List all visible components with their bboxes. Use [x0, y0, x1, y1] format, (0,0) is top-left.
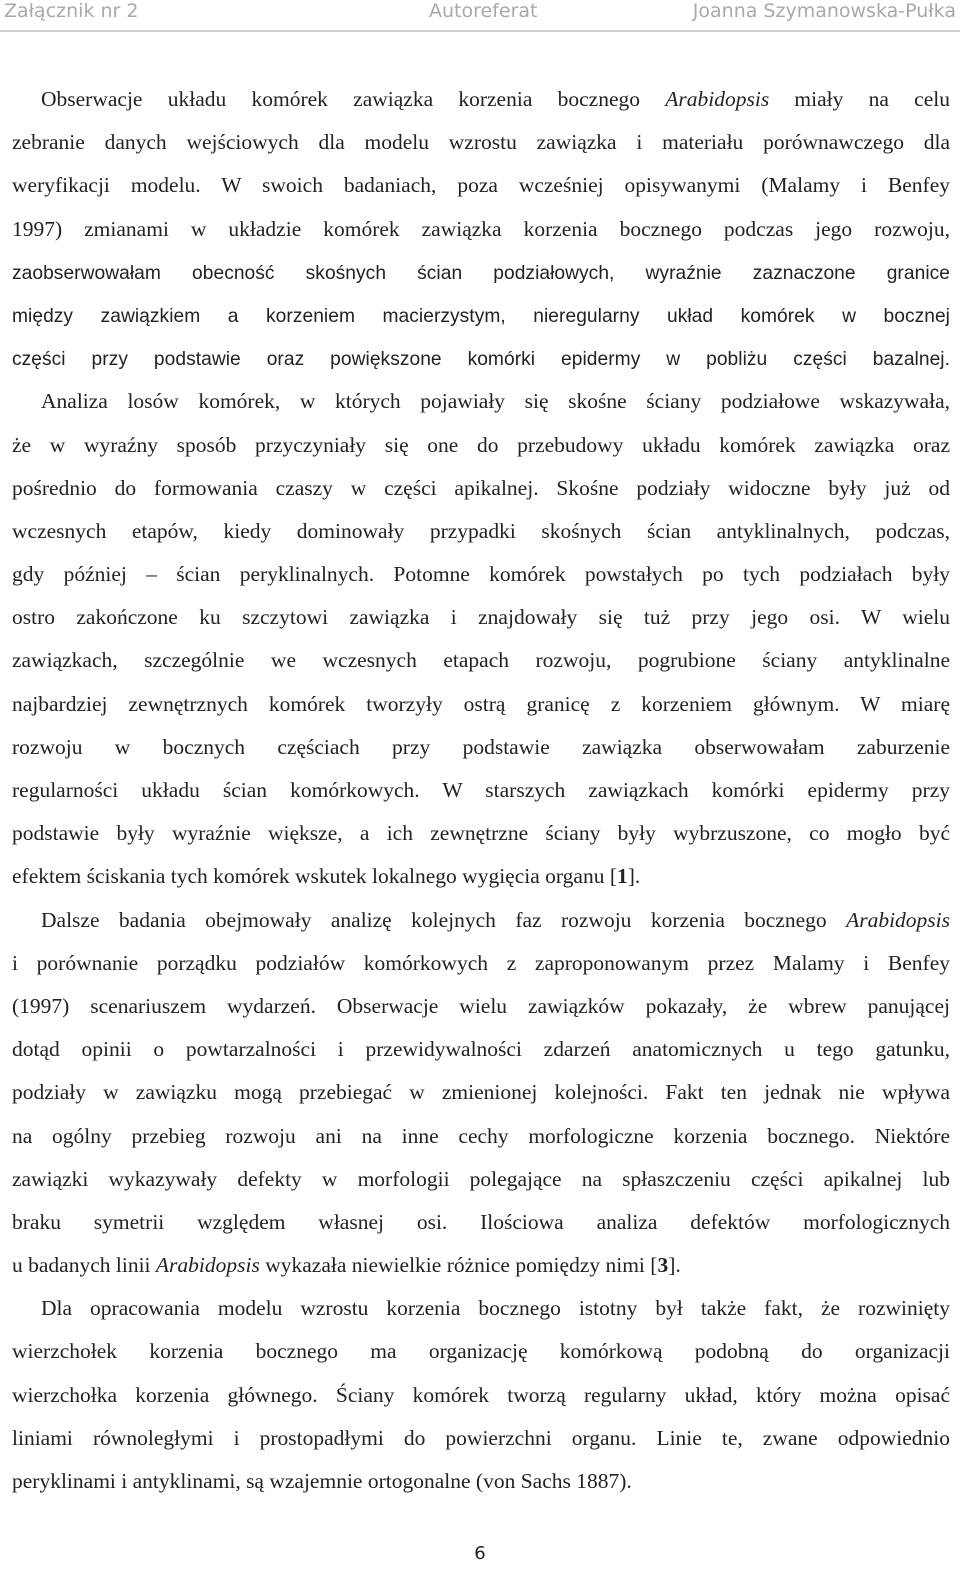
- header-attachment-label: Załącznik nr 2: [4, 0, 139, 22]
- text-run: między zawiązkiem a korzeniem macierzystym, nieregularny układ komórek w bocznej: [12, 305, 950, 327]
- text-line: [12, 1028, 950, 1071]
- text-line: [12, 1244, 950, 1287]
- text-line: [12, 251, 950, 294]
- text-line: [12, 726, 950, 769]
- header-author-name: Joanna Szymanowska-Pułka: [692, 0, 956, 22]
- paragraph: [12, 1287, 950, 1503]
- text-line: [12, 337, 950, 380]
- text-run: braku symetrii względem własnej osi. Ilościowa analiza defektów morfologicznych: [12, 1209, 950, 1234]
- citation-number: 1: [617, 864, 628, 889]
- document-body: [12, 78, 950, 1503]
- text-line: [12, 510, 950, 553]
- text-run: (1997) scenariuszem wydarzeń. Obserwacje wielu zawiązków pokazały, że wbrew panującej: [12, 993, 950, 1018]
- text-line: [12, 1201, 950, 1244]
- text-run: że w wyraźny sposób przyczyniały się one do przebudowy układu komórek zawiązka oraz: [12, 432, 950, 457]
- text-line: [12, 596, 950, 639]
- text-line: [12, 1287, 950, 1330]
- text-line: [12, 208, 950, 251]
- text-run: 1997) zmianami w układzie komórek zawiązka korzenia bocznego podczas jego rozwoju,: [12, 216, 950, 241]
- text-line: [12, 121, 950, 164]
- text-run: gdy później – ścian peryklinalnych. Potomne komórek powstałych po tych podziałach były: [12, 562, 950, 587]
- text-line: [12, 164, 950, 207]
- text-line: [12, 1158, 950, 1201]
- text-run: zebranie danych wejściowych dla modelu wzrostu zawiązka i materiału porównawczego dla: [12, 130, 950, 155]
- page-number: 6: [474, 1543, 486, 1564]
- text-line: [12, 1330, 950, 1373]
- text-run: rozwoju w bocznych częściach przy podstawie zawiązka obserwowałam zaburzenie: [12, 734, 950, 759]
- text-line: [12, 1071, 950, 1114]
- text-run: wczesnych etapów, kiedy dominowały przypadki skośnych ścian antyklinalnych, podczas,: [12, 518, 950, 543]
- text-run: wierzchołka korzenia głównego. Ściany komórek tworzą regularny układ, który można opisać: [12, 1382, 950, 1407]
- citation-number: 3: [657, 1253, 669, 1278]
- text-run: zaobserwowałam obecność skośnych ścian podziałowych, wyraźnie zaznaczone granice: [12, 262, 950, 284]
- text-run: podziały w zawiązku mogą przebiegać w zmienionej kolejności. Fakt ten jednak nie wpływa: [12, 1080, 950, 1105]
- text-run: ].: [627, 864, 641, 889]
- text-line: [12, 812, 950, 855]
- page-header: [0, 0, 960, 26]
- italic-term: Arabidopsis: [846, 907, 950, 932]
- text-run: podstawie były wyraźnie większe, a ich zewnętrzne ściany były wybrzuszone, co mogło być: [12, 821, 950, 846]
- text-run: Dalsze badania obejmowały analizę kolejnych faz rozwoju korzenia bocznego: [41, 907, 847, 932]
- text-run: zawiązki wykazywały defekty w morfologii polegające na spłaszczeniu części apikalnej lub: [12, 1166, 950, 1191]
- text-run: Obserwacje układu komórek zawiązka korzenia bocznego: [41, 87, 666, 111]
- text-run: efektem ściskania tych komórek wskutek lokalnego wygięcia organu [: [12, 864, 618, 889]
- italic-term: Arabidopsis: [665, 87, 770, 111]
- text-line: [12, 1460, 950, 1503]
- text-run: najbardziej zewnętrznych komórek tworzyły ostrą granicę z korzeniem głównym. W miarę: [12, 691, 950, 716]
- text-run: ].: [668, 1253, 681, 1278]
- paragraph: [12, 78, 950, 899]
- text-line: [12, 78, 950, 121]
- text-run: weryfikacji modelu. W swoich badaniach, poza wcześniej opisywanymi (Malamy i Benfey: [12, 173, 950, 198]
- text-line: [12, 1417, 950, 1460]
- text-line: [12, 424, 950, 467]
- text-run: ostro zakończone ku szczytowi zawiązka i znajdowały się tuż przy jego osi. W wielu: [12, 605, 950, 630]
- text-run: na ogólny przebieg rozwoju ani na inne cechy morfologiczne korzenia bocznego. Niektóre: [12, 1123, 950, 1148]
- text-run: miały na celu: [769, 87, 950, 111]
- text-run: zawiązkach, szczególnie we wczesnych etapach rozwoju, pogrubione ściany antyklinalne: [12, 648, 950, 673]
- text-run: Analiza losów komórek, w których pojawiały się skośne ściany podziałowe wskazywała,: [41, 389, 950, 414]
- text-line: [12, 639, 950, 682]
- text-run: peryklinami i antyklinami, są wzajemnie ortogonalne (von Sachs 1887).: [12, 1469, 632, 1493]
- text-line: [12, 294, 950, 337]
- text-line: [12, 1115, 950, 1158]
- text-line: [12, 467, 950, 510]
- header-document-title: Autoreferat: [429, 0, 538, 22]
- text-run: u badanych linii: [12, 1253, 156, 1278]
- text-line: [12, 553, 950, 596]
- text-run: wykazała niewielkie różnice pomiędzy nimi [: [259, 1253, 658, 1278]
- text-run: dotąd opinii o powtarzalności i przewidywalności zdarzeń anatomicznych u tego gatunku,: [12, 1037, 950, 1062]
- text-run: pośrednio do formowania czaszy w części apikalnej. Skośne podziały widoczne były już od: [12, 475, 950, 500]
- text-line: [12, 1374, 950, 1417]
- text-run: regularności układu ścian komórkowych. W starszych zawiązkach komórki epidermy przy: [12, 778, 950, 802]
- text-run: i porównanie porządku podziałów komórkowych z zaproponowanym przez Malamy i Benfey: [12, 950, 950, 975]
- header-divider: [0, 30, 960, 32]
- text-line: [12, 380, 950, 423]
- text-line: [12, 683, 950, 726]
- paragraph: [12, 899, 950, 1288]
- text-run: wierzchołek korzenia bocznego ma organizację komórkową podobną do organizacji: [12, 1339, 950, 1364]
- text-run: części przy podstawie oraz powiększone komórki epidermy w pobliżu części bazalnej.: [12, 349, 950, 371]
- text-run: liniami równoległymi i prostopadłymi do powierzchni organu. Linie te, zwane odpowiednio: [12, 1425, 950, 1450]
- italic-term: Arabidopsis: [155, 1253, 260, 1278]
- text-line: [12, 899, 950, 942]
- text-line: [12, 855, 950, 898]
- text-run: Dla opracowania modelu wzrostu korzenia bocznego istotny był także fakt, że rozwinięty: [41, 1296, 950, 1321]
- text-line: [12, 942, 950, 985]
- text-line: [12, 769, 950, 812]
- text-line: [12, 985, 950, 1028]
